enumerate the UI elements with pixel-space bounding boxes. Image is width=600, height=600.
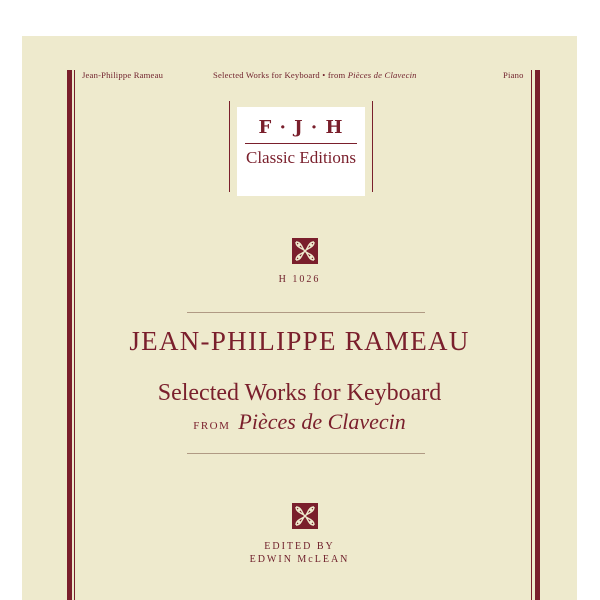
- subtitle: [22, 409, 577, 435]
- header-composer: Jean-Philippe Rameau: [82, 70, 164, 80]
- editor-name: EDWIN McLEAN: [249, 554, 350, 565]
- header-work: Selected Works for Keyboard • from Pièces de Clavecin: [213, 70, 417, 80]
- bottom-divider: [187, 453, 425, 454]
- logo-divider: [245, 143, 357, 144]
- top-divider: [187, 312, 425, 313]
- publisher-logo: [237, 107, 365, 196]
- ornament-icon: [292, 503, 318, 529]
- cover-page: [22, 36, 577, 600]
- catalog-number: H 1026: [278, 274, 321, 285]
- subtitle-from: FROM: [193, 420, 231, 432]
- composer-name: JEAN-PHILIPPE RAMEAU: [129, 326, 470, 356]
- ornament-icon: [292, 238, 318, 264]
- logo-letters: F · J · H: [258, 117, 344, 138]
- header-instrument: Piano: [503, 70, 524, 80]
- subtitle-work: Pièces de Clavecin: [238, 409, 406, 434]
- logo-name: Classic Editions: [245, 148, 357, 167]
- main-title: Selected Works for Keyboard: [157, 380, 442, 406]
- edited-by-label: EDITED BY: [264, 541, 335, 552]
